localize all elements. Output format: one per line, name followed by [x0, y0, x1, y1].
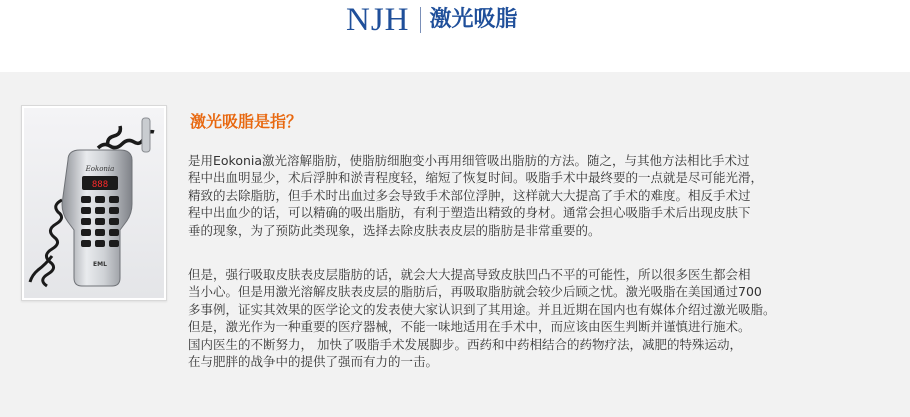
- paragraph-line: 程中出血少的话，可以精确的吸出脂肪，有利于塑造出精致的身材。通常会担心吸脂手术后出现皮肤下: [188, 205, 751, 221]
- page-header: [0, 0, 910, 72]
- paragraph-1: [188, 152, 904, 239]
- device-label-text: Eokonia: [85, 165, 115, 173]
- device-brand-text: EML: [93, 261, 107, 268]
- device-screen-text: 888: [91, 180, 109, 190]
- section-heading: 激光吸脂是指？: [190, 112, 303, 131]
- paragraph-line: 垂的现象，为了预防此类现象，选择去除皮肤表皮层的脂肪是非常重要的。: [188, 222, 601, 238]
- page-title: 激光吸脂: [429, 7, 518, 32]
- laser-device-image: [24, 108, 164, 298]
- paragraph-line: 但是，激光作为一种重要的医疗器械，不能一味地适用在手术中，而应该由医生判断并谨慎进行施术。: [188, 319, 751, 335]
- brand-divider: [420, 7, 421, 33]
- paragraph-line: 在与肥胖的战争中的提供了强而有力的一击。: [188, 354, 439, 370]
- paragraph-line: 但是，强行吸取皮肤表皮层脂肪的话，就会大大提高导致皮肤凹凸不平的可能性，所以很多医生都会相: [188, 267, 751, 282]
- brand: [346, 2, 518, 38]
- paragraph-line: 多事例，证实其效果的医学论文的发表使大家认识到了其用途。并且近期在国内也有媒体介绍过激光吸脂。: [188, 301, 776, 317]
- paragraph-2: [188, 266, 904, 370]
- device-photo: [21, 105, 167, 301]
- paragraph-line: 精致的去除脂肪，但手术时出血过多会导致手术部位浮肿，这样就大大提高了手术的难度。相反手术过: [188, 187, 751, 203]
- paragraph-line: 国内医生的不断努力， 加快了吸脂手术发展脚步。西药和中药相结合的药物疗法，减肥的特殊运动，: [188, 336, 742, 352]
- paragraph-line: 程中出血明显少，术后浮肿和淤青程度轻，缩短了恢复时间。吸脂手术中最终要的一点就是尽可能光滑，: [188, 170, 764, 186]
- paragraph-line: 是用Eokonia激光溶解脂肪，使脂肪细胞变小再用细管吸出脂肪的方法。随之，与其他方法相比手术过: [188, 153, 750, 168]
- paragraph-line: 当小心。但是用激光溶解皮肤表皮层的脂肪后，再吸取脂肪就会较少后顾之忧。激光吸脂在美国通过700: [188, 284, 762, 300]
- njh-logo[interactable]: NJH: [346, 2, 410, 38]
- article-section: [0, 72, 910, 417]
